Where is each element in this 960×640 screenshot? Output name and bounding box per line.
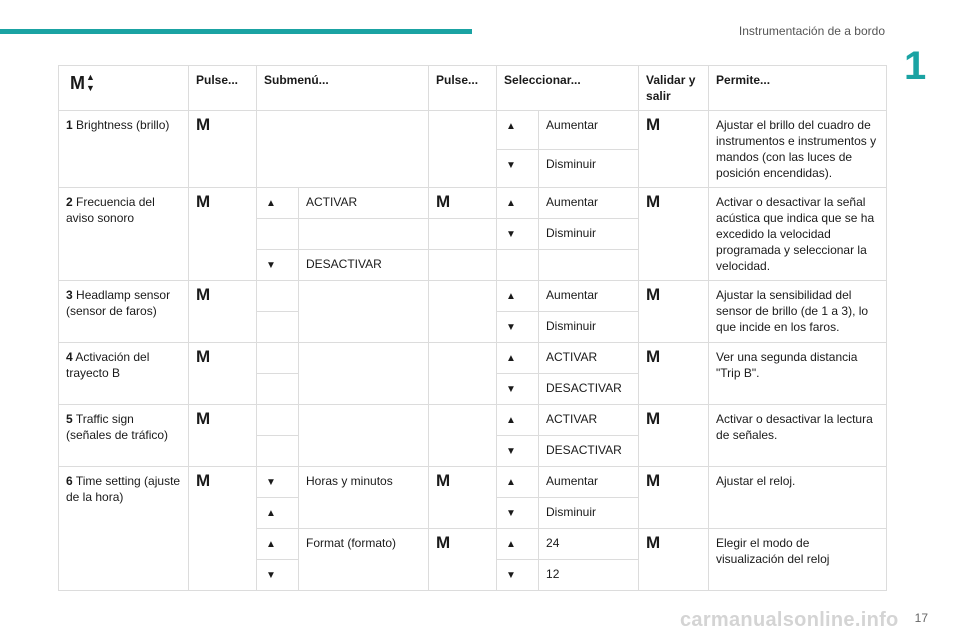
setting-description: Activar o desactivar la señal acústica que indica que se ha excedido la velocidad programada y seleccionar la velocidad. bbox=[709, 188, 887, 281]
watermark: carmanualsonline.info bbox=[680, 609, 899, 631]
m-button-icon: M bbox=[189, 343, 257, 405]
m-button-icon: M bbox=[429, 188, 497, 219]
option-label: 12 bbox=[539, 560, 639, 591]
m-button-icon: M bbox=[639, 405, 709, 467]
up-arrow-icon: ▲ bbox=[257, 188, 299, 219]
option-label: DESACTIVAR bbox=[539, 436, 639, 467]
option-label: Disminuir bbox=[539, 312, 639, 343]
col-header-pulse-2: Pulse... bbox=[429, 66, 497, 111]
down-arrow-icon: ▼ bbox=[257, 467, 299, 498]
settings-table bbox=[58, 65, 887, 591]
down-arrow-icon: ▼ bbox=[497, 312, 539, 343]
table-row bbox=[59, 405, 887, 436]
option-label: ACTIVAR bbox=[539, 343, 639, 374]
col-header-validate: Validar y salir bbox=[639, 66, 709, 111]
submenu-label: Horas y minutos bbox=[299, 467, 429, 529]
down-arrow-icon: ▼ bbox=[497, 436, 539, 467]
chapter-number: 1 bbox=[904, 44, 927, 88]
setting-label: 4 Activación del trayecto B bbox=[59, 343, 189, 405]
table-row bbox=[59, 111, 887, 150]
m-button-icon: M bbox=[189, 111, 257, 188]
down-arrow-icon: ▼ bbox=[257, 560, 299, 591]
setting-description: Elegir el modo de visualización del reloj bbox=[709, 529, 887, 591]
col-header-submenu: Submenú... bbox=[257, 66, 429, 111]
up-arrow-icon: ▲ bbox=[257, 529, 299, 560]
header-icon-cell bbox=[59, 66, 189, 111]
option-label: Aumentar bbox=[539, 188, 639, 219]
up-arrow-icon: ▲ bbox=[497, 405, 539, 436]
setting-description: Ajustar la sensibilidad del sensor de brillo (de 1 a 3), lo que incide en los faros. bbox=[709, 281, 887, 343]
down-arrow-icon: ▼ bbox=[257, 250, 299, 281]
option-label: ACTIVAR bbox=[539, 405, 639, 436]
m-button-icon: M bbox=[639, 111, 709, 188]
setting-label: 5 Traffic sign (señales de tráfico) bbox=[59, 405, 189, 467]
down-arrow-icon: ▼ bbox=[497, 498, 539, 529]
setting-description: Ajustar el reloj. bbox=[709, 467, 887, 529]
up-arrow-icon: ▲ bbox=[497, 529, 539, 560]
submenu-label: ACTIVAR bbox=[299, 188, 429, 219]
option-label: Aumentar bbox=[539, 281, 639, 312]
setting-description: Activar o desactivar la lectura de señales. bbox=[709, 405, 887, 467]
up-arrow-icon: ▲ bbox=[497, 188, 539, 219]
m-button-icon: M bbox=[639, 467, 709, 529]
submenu-label: Format (formato) bbox=[299, 529, 429, 591]
m-button-icon: M bbox=[429, 529, 497, 591]
down-arrow-icon: ▼ bbox=[497, 374, 539, 405]
m-button-icon: M bbox=[189, 405, 257, 467]
col-header-allows: Permite... bbox=[709, 66, 887, 111]
up-arrow-icon: ▲ bbox=[497, 467, 539, 498]
accent-bar bbox=[0, 29, 472, 34]
setting-label: 3 Headlamp sensor (sensor de faros) bbox=[59, 281, 189, 343]
m-button-icon: M bbox=[189, 467, 257, 591]
down-arrow-icon: ▼ bbox=[497, 219, 539, 250]
option-label: Disminuir bbox=[539, 149, 639, 188]
down-arrow-icon: ▼ bbox=[497, 149, 539, 188]
table-row bbox=[59, 467, 887, 498]
down-arrow-icon: ▼ bbox=[497, 560, 539, 591]
setting-description: Ver una segunda distancia "Trip B". bbox=[709, 343, 887, 405]
col-header-select: Seleccionar... bbox=[497, 66, 639, 111]
option-label: Aumentar bbox=[539, 111, 639, 150]
option-label: 24 bbox=[539, 529, 639, 560]
up-arrow-icon: ▲ bbox=[497, 281, 539, 312]
col-header-pulse: Pulse... bbox=[189, 66, 257, 111]
table-header-row bbox=[59, 66, 887, 111]
option-label: Aumentar bbox=[539, 467, 639, 498]
option-label: Disminuir bbox=[539, 498, 639, 529]
up-arrow-icon: ▲ bbox=[497, 111, 539, 150]
m-button-icon: M bbox=[639, 343, 709, 405]
m-button-icon: M bbox=[639, 529, 709, 591]
m-button-icon: M bbox=[639, 188, 709, 281]
option-label: Disminuir bbox=[539, 219, 639, 250]
page-number: 17 bbox=[914, 611, 928, 625]
menu-navigation-icon: M ▲ ▼ bbox=[70, 72, 95, 93]
table-row bbox=[59, 343, 887, 374]
table-row bbox=[59, 188, 887, 219]
section-title: Instrumentación de a bordo bbox=[738, 24, 885, 38]
up-arrow-icon: ▲ bbox=[497, 343, 539, 374]
up-arrow-icon: ▲ bbox=[257, 498, 299, 529]
m-button-icon: M bbox=[189, 188, 257, 281]
setting-label: 2 Frecuencia del aviso sonoro bbox=[59, 188, 189, 281]
m-button-icon: M bbox=[429, 467, 497, 529]
setting-label: 1 Brightness (brillo) bbox=[59, 111, 189, 188]
m-button-icon: M bbox=[189, 281, 257, 343]
option-label: DESACTIVAR bbox=[539, 374, 639, 405]
setting-label: 6 Time setting (ajuste de la hora) bbox=[59, 467, 189, 591]
m-button-icon: M bbox=[639, 281, 709, 343]
submenu-label: DESACTIVAR bbox=[299, 250, 429, 281]
table-row bbox=[59, 281, 887, 312]
setting-description: Ajustar el brillo del cuadro de instrumentos e instrumentos y mandos (con las luces de posición encendidas). bbox=[709, 111, 887, 188]
